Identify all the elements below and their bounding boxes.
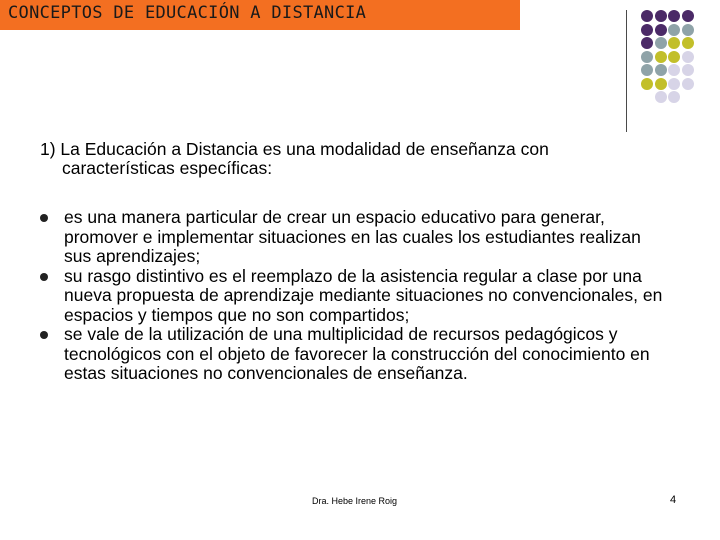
- decorative-dot: [682, 24, 694, 36]
- decorative-dot: [641, 51, 653, 63]
- bullet-item: [40, 267, 670, 326]
- decorative-dot: [668, 78, 680, 90]
- decorative-divider: [626, 10, 627, 132]
- decorative-dot: [655, 10, 667, 22]
- decorative-dot: [682, 37, 694, 49]
- decorative-dot: [655, 64, 667, 76]
- bullet-text: es una manera particular de crear un espacio educativo para generar, promover e implementar situaciones en las cuales los estudiantes realizan sus aprendizajes;: [64, 207, 641, 266]
- decorative-dot: [682, 64, 694, 76]
- bullet-icon: [40, 273, 48, 281]
- bullet-icon: [40, 214, 48, 222]
- decorative-dot: [682, 51, 694, 63]
- bullet-list: [40, 208, 670, 384]
- intro-line-2: características específicas:: [62, 158, 273, 178]
- decorative-dot: [682, 78, 694, 90]
- bullet-item: [40, 208, 670, 267]
- bullet-item: [40, 325, 670, 384]
- decorative-dot: [668, 91, 680, 103]
- intro-paragraph: [40, 140, 670, 178]
- intro-line-1: 1) La Educación a Distancia es una modalidad de enseñanza con: [40, 139, 549, 159]
- decorative-dot: [641, 64, 653, 76]
- bullet-text: su rasgo distintivo es el reemplazo de la asistencia regular a clase por una nueva propuesta de aprendizaje mediante situaciones no convencionales, en espacios y tiempos que no son compartidos;: [64, 265, 663, 325]
- decorative-dot: [668, 24, 680, 36]
- decorative-dot: [641, 78, 653, 90]
- decorative-dot: [682, 10, 694, 22]
- decorative-dot: [655, 91, 667, 103]
- page-number: 4: [670, 494, 677, 506]
- decorative-dot: [668, 37, 680, 49]
- decorative-dot: [655, 37, 667, 49]
- decorative-dot: [641, 10, 653, 22]
- decorative-dot: [655, 51, 667, 63]
- bullet-text: se vale de la utilización de una multiplicidad de recursos pedagógicos y tecnológicos con el objeto de favorecer la construcción del conocimiento en estas situaciones no convencionales de enseñanza.: [64, 324, 650, 383]
- title-bar: [0, 0, 520, 30]
- decorative-dot: [641, 37, 653, 49]
- decorative-dot: [668, 10, 680, 22]
- decorative-dot: [668, 51, 680, 63]
- decorative-dot: [641, 24, 653, 36]
- footer-author: Dra. Hebe Irene Roig: [312, 496, 398, 506]
- decorative-dot: [668, 64, 680, 76]
- bullet-icon: [40, 331, 48, 339]
- slide-title: CONCEPTOS DE EDUCACIÓN A DISTANCIA: [8, 3, 367, 23]
- decorative-dot: [655, 24, 667, 36]
- decorative-dot: [655, 78, 667, 90]
